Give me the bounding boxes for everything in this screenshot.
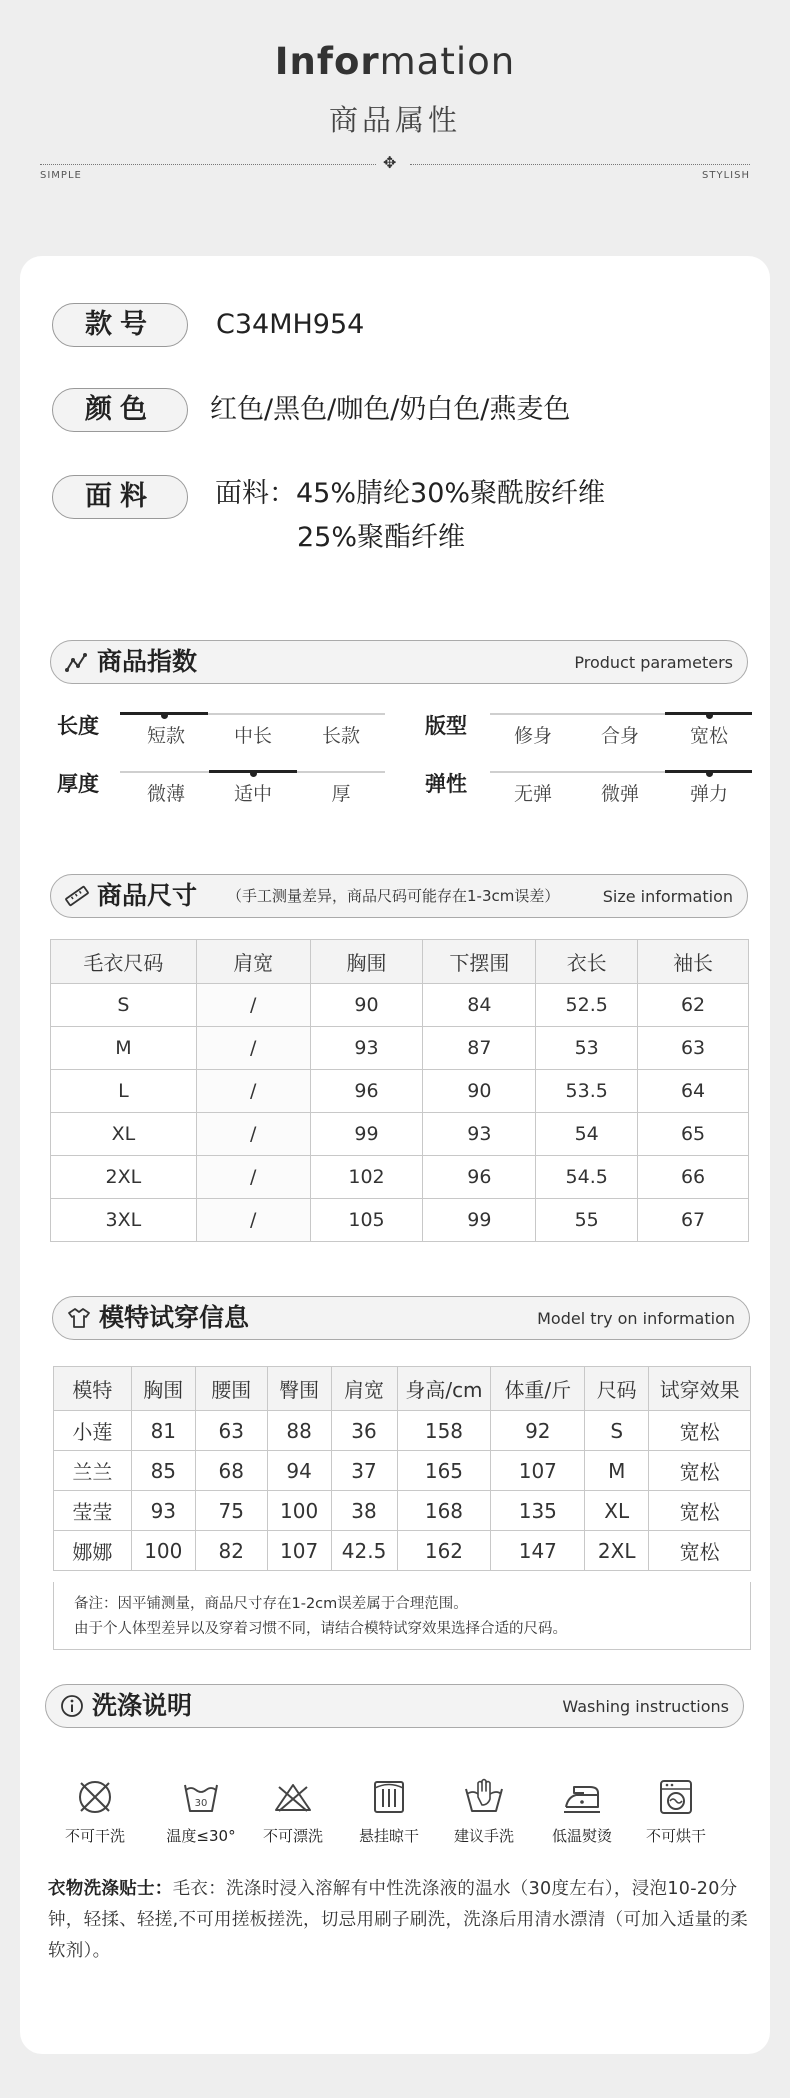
table-cell: 94 — [267, 1451, 331, 1491]
table-cell: 62 — [638, 984, 749, 1027]
table-cell: 81 — [131, 1411, 195, 1451]
table-header-cell: 毛衣尺码 — [51, 940, 197, 984]
param-label-length: 长度 — [57, 714, 99, 738]
table-header-cell: 臀围 — [267, 1367, 331, 1411]
size-section-title-en: Size information — [602, 887, 733, 906]
table-cell: 88 — [267, 1411, 331, 1451]
param-option: 微弹 — [600, 783, 639, 805]
table-cell: S — [585, 1411, 649, 1451]
param-option: 短款 — [146, 725, 185, 747]
model-table-row — [54, 1451, 751, 1491]
table-cell: 宽松 — [649, 1411, 751, 1451]
table-cell: S — [51, 984, 197, 1027]
model-section-title-en: Model try on information — [537, 1309, 735, 1328]
wash-section-header — [45, 1684, 744, 1728]
table-cell: 63 — [195, 1411, 267, 1451]
wash-label: 温度≤30° — [166, 1827, 236, 1845]
table-cell: 96 — [310, 1070, 423, 1113]
table-cell: 宽松 — [649, 1491, 751, 1531]
table-cell: L — [51, 1070, 197, 1113]
param-option: 适中 — [233, 783, 272, 805]
table-header-cell: 下摆围 — [423, 940, 536, 984]
table-header-cell: 肩宽 — [331, 1367, 397, 1411]
header-divider-right — [410, 164, 750, 165]
table-cell: / — [196, 1027, 310, 1070]
table-cell: 54 — [536, 1113, 638, 1156]
table-cell: 娜娜 — [54, 1531, 132, 1571]
table-header-cell: 腰围 — [195, 1367, 267, 1411]
table-cell: 162 — [397, 1531, 491, 1571]
wash-30-icon — [181, 1777, 221, 1817]
hand-wash-icon — [462, 1777, 506, 1817]
table-cell: 42.5 — [331, 1531, 397, 1571]
params-section-header — [50, 640, 748, 684]
attr-value-fabric: 面料：45%腈纶30%聚酰胺纤维 — [215, 478, 606, 509]
wash-tips-lead: 衣物洗涤贴士： — [48, 1879, 173, 1899]
model-table-row — [54, 1411, 751, 1451]
param-marker-fit — [706, 712, 713, 719]
params-section-title: 商品指数 — [97, 647, 198, 676]
size-table-row — [51, 1113, 749, 1156]
no-tumble-dry-icon — [656, 1777, 696, 1817]
model-table-header-row — [54, 1367, 751, 1411]
table-cell: 90 — [310, 984, 423, 1027]
table-cell: 165 — [397, 1451, 491, 1491]
attr-value-color: 红色/黑色/咖色/奶白色/燕麦色 — [210, 394, 571, 425]
param-option: 中长 — [233, 725, 272, 747]
model-note-line2: 由于个人体型差异以及穿着习惯不同，请结合模特试穿效果选择合适的尺码。 — [74, 1621, 567, 1637]
attr-label-fabric: 面料 — [52, 475, 188, 519]
table-header-cell: 肩宽 — [196, 940, 310, 984]
param-label-elasticity: 弹性 — [425, 772, 467, 796]
trend-line-icon — [65, 650, 89, 674]
size-table-row — [51, 984, 749, 1027]
wash-item-no-bleach — [245, 1777, 341, 1846]
table-cell: 52.5 — [536, 984, 638, 1027]
table-cell: 宽松 — [649, 1451, 751, 1491]
table-cell: / — [196, 1199, 310, 1242]
size-section-header — [50, 874, 748, 918]
param-marker-thickness — [250, 770, 257, 777]
table-cell: 84 — [423, 984, 536, 1027]
table-cell: 64 — [638, 1070, 749, 1113]
param-marker-elasticity — [706, 770, 713, 777]
ruler-icon — [65, 884, 89, 908]
param-option: 厚 — [331, 783, 351, 805]
table-header-cell: 尺码 — [585, 1367, 649, 1411]
table-cell: 85 — [131, 1451, 195, 1491]
size-section-title: 商品尺寸 — [97, 881, 198, 910]
table-cell: / — [196, 1113, 310, 1156]
param-option: 长款 — [321, 725, 360, 747]
table-cell: 68 — [195, 1451, 267, 1491]
table-cell: 66 — [638, 1156, 749, 1199]
attr-value-style-no: C34MH954 — [216, 309, 365, 340]
table-cell: 54.5 — [536, 1156, 638, 1199]
wash-item-no-dry-clean — [47, 1777, 143, 1846]
model-table-row — [54, 1491, 751, 1531]
table-cell: 36 — [331, 1411, 397, 1451]
table-header-cell: 模特 — [54, 1367, 132, 1411]
attr-label-style-no: 款号 — [52, 303, 188, 347]
table-header-cell: 身高/cm — [397, 1367, 491, 1411]
page-title-en: Information — [274, 40, 516, 83]
table-cell: 53.5 — [536, 1070, 638, 1113]
no-dry-clean-icon — [75, 1777, 115, 1817]
param-label-thickness: 厚度 — [57, 772, 99, 796]
info-icon — [60, 1694, 84, 1718]
model-note — [53, 1582, 751, 1650]
param-option: 弹力 — [689, 783, 728, 805]
size-table — [50, 939, 749, 1242]
table-cell: 107 — [267, 1531, 331, 1571]
wash-section-title: 洗涤说明 — [92, 1691, 193, 1720]
page-title-cn: 商品属性 — [328, 103, 461, 137]
table-cell: 99 — [310, 1113, 423, 1156]
table-cell: 53 — [536, 1027, 638, 1070]
wash-tips-body: 毛衣：洗涤时浸入溶解有中性洗涤液的温水（30度左右），浸泡10-20分钟，轻揉、轻搓,不可用搓板搓洗，切忌用刷子刷洗，洗涤后用清水漂清（可加入适量的柔软剂）。 — [48, 1879, 749, 1961]
table-cell: 65 — [638, 1113, 749, 1156]
table-cell: 莹莹 — [54, 1491, 132, 1531]
param-label-fit: 版型 — [425, 714, 467, 738]
table-cell: 82 — [195, 1531, 267, 1571]
table-header-cell: 试穿效果 — [649, 1367, 751, 1411]
table-header-cell: 衣长 — [536, 940, 638, 984]
wash-section-title-en: Washing instructions — [562, 1697, 729, 1716]
param-marker-length — [161, 712, 168, 719]
param-option: 宽松 — [689, 725, 728, 747]
wash-item-hang-dry — [341, 1777, 437, 1846]
table-cell: 3XL — [51, 1199, 197, 1242]
table-cell: M — [51, 1027, 197, 1070]
table-cell: 102 — [310, 1156, 423, 1199]
table-cell: 147 — [491, 1531, 585, 1571]
table-cell: 小莲 — [54, 1411, 132, 1451]
wash-label: 悬挂晾干 — [358, 1827, 419, 1845]
size-table-header-row — [51, 940, 749, 984]
table-cell: XL — [51, 1113, 197, 1156]
wash-label: 不可干洗 — [64, 1827, 125, 1845]
table-header-cell: 体重/斤 — [491, 1367, 585, 1411]
table-cell: / — [196, 1156, 310, 1199]
table-cell: / — [196, 1070, 310, 1113]
wash-item-no-tumble-dry — [628, 1777, 724, 1846]
table-cell: 75 — [195, 1491, 267, 1531]
header-divider-left — [40, 164, 376, 165]
model-table — [53, 1366, 751, 1571]
table-cell: 93 — [310, 1027, 423, 1070]
table-cell: 100 — [131, 1531, 195, 1571]
header-tag-simple: SIMPLE — [40, 170, 82, 181]
size-section-note: （手工测量差异，商品尺码可能存在1-3cm误差） — [227, 887, 560, 905]
param-option: 无弹 — [513, 783, 552, 805]
wash-label: 低温熨烫 — [551, 1827, 612, 1845]
table-cell: 107 — [491, 1451, 585, 1491]
low-iron-icon — [560, 1777, 604, 1817]
table-header-cell: 胸围 — [131, 1367, 195, 1411]
param-option: 修身 — [513, 725, 552, 747]
table-cell: 93 — [131, 1491, 195, 1531]
cross-ornament-icon: ✥ — [383, 153, 397, 172]
sweater-icon — [67, 1306, 91, 1330]
table-cell: M — [585, 1451, 649, 1491]
table-cell: 63 — [638, 1027, 749, 1070]
table-header-cell: 胸围 — [310, 940, 423, 984]
size-table-row — [51, 1199, 749, 1242]
table-cell: 87 — [423, 1027, 536, 1070]
table-cell: 90 — [423, 1070, 536, 1113]
table-cell: 2XL — [51, 1156, 197, 1199]
table-cell: 93 — [423, 1113, 536, 1156]
attr-value-fabric-line2: 25%聚酯纤维 — [297, 522, 466, 553]
table-cell: 67 — [638, 1199, 749, 1242]
table-cell: 55 — [536, 1199, 638, 1242]
model-table-row — [54, 1531, 751, 1571]
model-section-title: 模特试穿信息 — [99, 1303, 250, 1332]
model-note-line1: 备注：因平铺测量，商品尺寸存在1-2cm误差属于合理范围。 — [74, 1596, 468, 1612]
no-bleach-icon — [273, 1777, 313, 1817]
table-cell: 2XL — [585, 1531, 649, 1571]
wash-item-hand-wash — [436, 1777, 532, 1846]
table-cell: 99 — [423, 1199, 536, 1242]
table-cell: 168 — [397, 1491, 491, 1531]
size-table-row — [51, 1156, 749, 1199]
wash-label: 建议手洗 — [453, 1827, 514, 1845]
wash-label: 不可烘干 — [645, 1827, 706, 1845]
table-cell: 37 — [331, 1451, 397, 1491]
table-cell: 宽松 — [649, 1531, 751, 1571]
attr-label-color: 颜色 — [52, 388, 188, 432]
wash-temp-badge: 30 — [194, 1798, 208, 1809]
size-table-row — [51, 1070, 749, 1113]
header-tag-stylish: STYLISH — [702, 170, 750, 181]
param-option: 微薄 — [146, 783, 185, 805]
table-cell: 135 — [491, 1491, 585, 1531]
wash-item-low-iron — [534, 1777, 630, 1846]
wash-item-30 — [153, 1777, 249, 1846]
table-cell: / — [196, 984, 310, 1027]
table-cell: 105 — [310, 1199, 423, 1242]
table-cell: 兰兰 — [54, 1451, 132, 1491]
hang-dry-icon — [369, 1777, 409, 1817]
wash-tips — [48, 1874, 764, 1967]
table-cell: 38 — [331, 1491, 397, 1531]
table-cell: 158 — [397, 1411, 491, 1451]
param-option: 合身 — [600, 725, 639, 747]
table-cell: 92 — [491, 1411, 585, 1451]
table-cell: 100 — [267, 1491, 331, 1531]
model-section-header — [52, 1296, 750, 1340]
table-cell: 96 — [423, 1156, 536, 1199]
size-table-row — [51, 1027, 749, 1070]
table-header-cell: 袖长 — [638, 940, 749, 984]
params-section-title-en: Product parameters — [574, 653, 733, 672]
wash-label: 不可漂洗 — [262, 1827, 323, 1845]
table-cell: XL — [585, 1491, 649, 1531]
